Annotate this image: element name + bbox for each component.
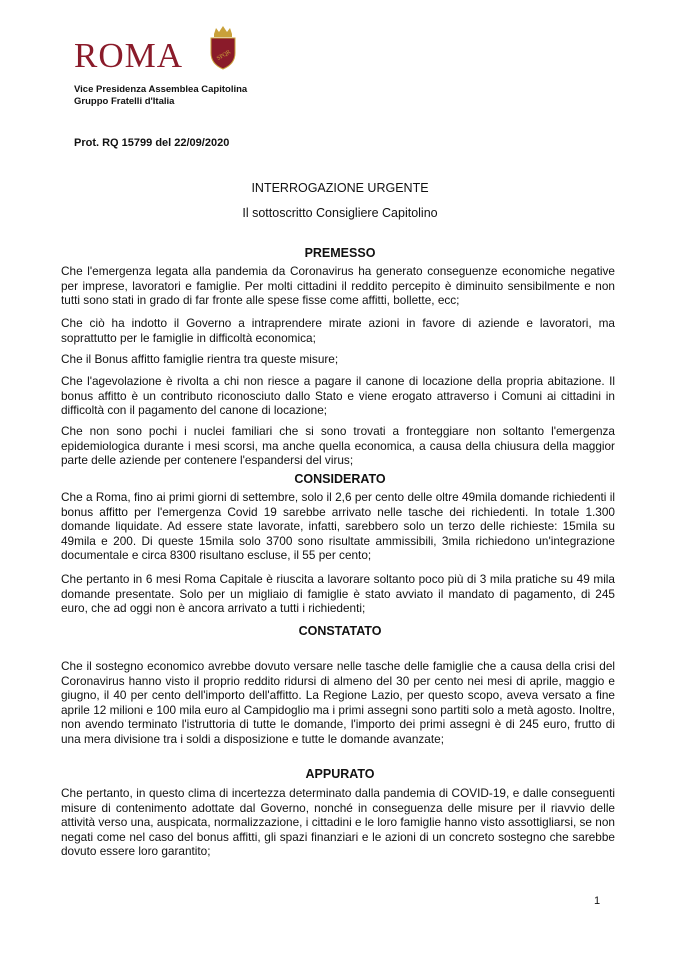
heading-constatato: CONSTATATO: [298, 624, 382, 638]
paragraph: Che l'emergenza legata alla pandemia da Coronavirus ha generato conseguenze economiche negative per imprese, lavoratori e famiglie. Per molti cittadini il reddito percepito è diminuito sensibilmente e non tutti sono stati in grado di far fronte alle spese fisse come affitti, bollette, ecc;: [61, 264, 615, 307]
page-number: 1: [594, 895, 601, 907]
paragraph: Che pertanto in 6 mesi Roma Capitale è riuscita a lavorare soltanto poco più di 3 mila pratiche su 49 mila domande presentate. Solo per un migliaio di famiglie è stato avviato il mandato di pagamento, di 245 euro, che ad oggi non è ancora arrivato a tutti i richiedenti;: [61, 572, 615, 615]
org-line-1: Vice Presidenza Assemblea Capitolina: [74, 84, 248, 95]
crest-text: SPQR: [215, 49, 233, 63]
protocol-number: Prot. RQ 15799 del 22/09/2020: [74, 137, 230, 149]
org-line-2: Gruppo Fratelli d'Italia: [74, 96, 175, 107]
roma-logo: [74, 26, 264, 76]
organization-block: [74, 84, 247, 108]
paragraph: Che ciò ha indotto il Governo a intraprendere mirate azioni in favore di aziende e lavoratori, ma soprattutto per le famiglie in difficoltà economica;: [61, 316, 615, 345]
paragraph: Che non sono pochi i nuclei familiari che si sono trovati a fronteggiare non soltanto l'emergenza epidemiologica durante i mesi scorsi, ma anche quella economica, a causa della chiusura della maggior parte delle aziende per contenere l'espandersi del virus;: [61, 424, 615, 467]
heading-appurato: APPURATO: [305, 767, 375, 781]
logo-text: ROMA: [74, 36, 184, 75]
heading-premesso: PREMESSO: [304, 246, 376, 260]
document-title: INTERROGAZIONE URGENTE: [251, 181, 429, 195]
crest-icon: [206, 26, 240, 70]
heading-considerato: CONSIDERATO: [294, 472, 386, 486]
paragraph: Che a Roma, fino ai primi giorni di settembre, solo il 2,6 per cento delle oltre 49mila domande richiedenti il bonus affitto per l'emergenza Covid 19 sarebbe arrivato nelle tasche dei richiedenti. In totale 1.300 domande liquidate. Ad essere state lavorate, infatti, sarebbero solo un terzo delle richieste: 15mila su 49mila e 200. Di queste 15mila solo 3700 sono risultate ammissibili, 3mila richiedono un'integrazione documentale e circa 8300 risultano escluse, il 55 per cento;: [61, 490, 615, 562]
paragraph: Che l'agevolazione è rivolta a chi non riesce a pagare il canone di locazione della propria abitazione. Il bonus affitto è un contributo riconosciuto dallo Stato e viene erogato attraverso i Comuni ai cittadini in difficoltà con il pagamento del canone di locazione;: [61, 374, 615, 417]
paragraph: Che pertanto, in questo clima di incertezza determinato dalla pandemia di COVID-19, e dalle conseguenti misure di contenimento adottate dal Governo, nonché in conseguenza delle misure per il riavvio delle attività verso una, auspicata, normalizzazione, i cittadini e le loro famiglie hanno visto assottigliarsi, se non negati come nel caso del bonus affitti, gli spazi finanziari e le azioni di un concreto sostegno che sarebbe dovuto essere loro garantito;: [61, 786, 615, 858]
paragraph: Che il sostegno economico avrebbe dovuto versare nelle tasche delle famiglie che a causa della crisi del Coronavirus hanno visto il proprio reddito ridursi di almeno del 30 per cento nei mesi di aprile, maggio e giugno, il 40 per cento dell'importo dell'affitto. La Regione Lazio, per questo scopo, aveva versato a fine aprile 12 milioni e 100 mila euro al Campidoglio ma i primi assegni sono partiti solo a metà agosto. Inoltre, non avendo terminato l'istruttoria di tutte le domande, l'importo dei primi assegni è di 245 euro, frutto di una mera divisione tra i soldi a disposizione e tutte le domande avanzate;: [61, 659, 615, 746]
paragraph: Che il Bonus affitto famiglie rientra tra queste misure;: [61, 352, 339, 366]
document-subtitle: Il sottoscritto Consigliere Capitolino: [242, 206, 438, 220]
